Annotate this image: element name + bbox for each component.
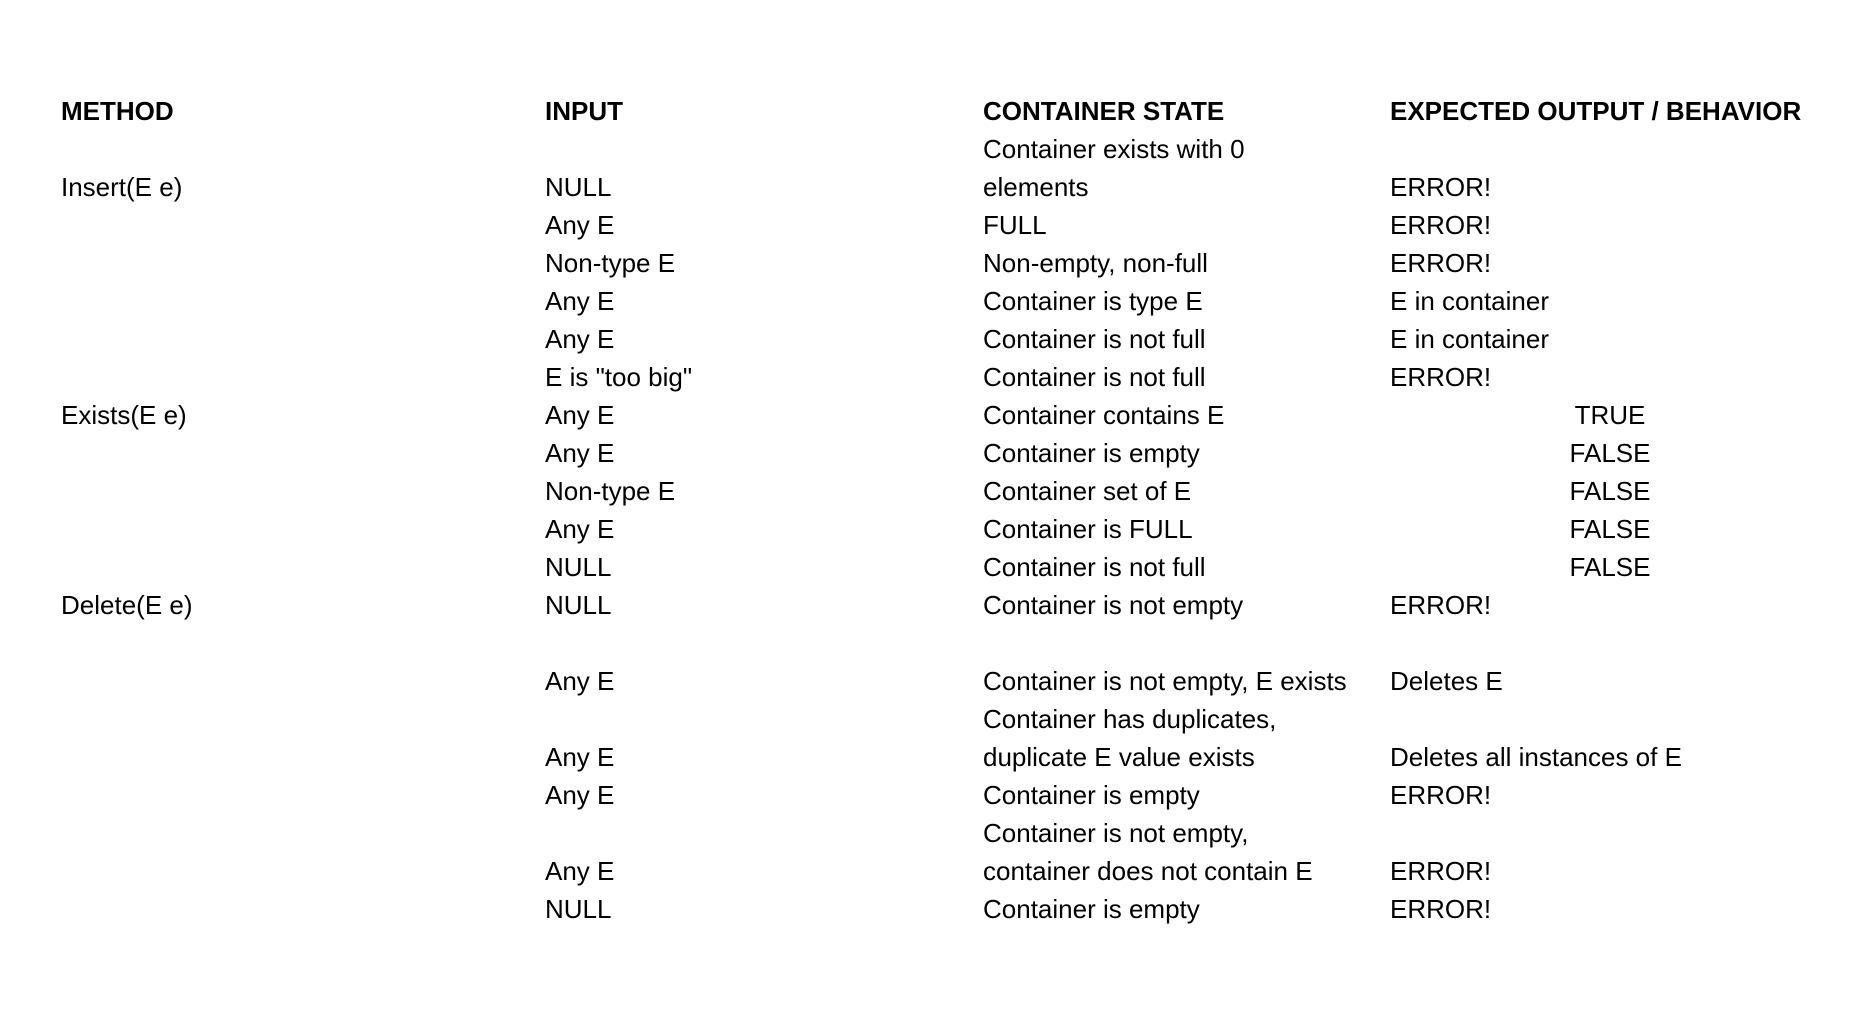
state-cell[interactable]: Container is empty [983,894,1200,924]
input-cell[interactable]: Any E [545,742,615,772]
input-cell[interactable]: Any E [545,666,615,696]
state-cell[interactable]: Container is empty [983,780,1200,810]
output-cell[interactable]: ERROR! [1390,210,1492,240]
state-cell[interactable]: Non-empty, non-full [983,248,1208,278]
table-row [0,358,1864,396]
output-cell[interactable]: ERROR! [1390,894,1492,924]
state-cell[interactable]: Container set of E [983,476,1192,506]
state-cell[interactable]: Container is FULL [983,514,1193,544]
state-cell-line2[interactable]: container does not contain E [983,856,1313,886]
state-cell[interactable]: Container is type E [983,286,1203,316]
state-cell[interactable]: Container contains E [983,400,1225,430]
header-container-state[interactable]: CONTAINER STATE [983,96,1225,126]
input-cell[interactable]: NULL [545,590,612,620]
table-row [0,776,1864,814]
input-cell[interactable]: NULL [545,172,612,202]
input-cell[interactable]: Non-type E [545,248,676,278]
table-row [0,396,1864,434]
input-cell[interactable]: Any E [545,438,615,468]
output-cell[interactable]: FALSE [1569,476,1651,506]
table-row [0,244,1864,282]
input-cell[interactable]: Any E [545,210,615,240]
output-cell[interactable]: ERROR! [1390,780,1492,810]
output-cell[interactable]: ERROR! [1390,362,1492,392]
output-cell[interactable]: ERROR! [1390,590,1492,620]
state-cell[interactable]: Container is empty [983,438,1200,468]
state-cell-line2[interactable]: duplicate E value exists [983,742,1255,772]
input-cell[interactable]: Any E [545,400,615,430]
state-cell[interactable]: Container is not full [983,324,1206,354]
input-cell[interactable]: NULL [545,552,612,582]
input-cell[interactable]: Non-type E [545,476,676,506]
table-row [0,206,1864,244]
method-cell[interactable]: Exists(E e) [61,400,187,430]
state-cell-line2[interactable]: elements [983,172,1089,202]
table-row [0,320,1864,358]
input-cell[interactable]: E is "too big" [545,362,693,392]
state-cell[interactable]: Container is not full [983,362,1206,392]
output-cell[interactable]: E in container [1390,324,1549,354]
output-cell[interactable]: TRUE [1574,400,1646,430]
output-cell[interactable]: FALSE [1569,552,1651,582]
table-row [0,548,1864,586]
state-cell-line1[interactable]: Container is not empty, [983,818,1249,848]
header-expected-output[interactable]: EXPECTED OUTPUT / BEHAVIOR [1390,96,1802,126]
state-cell-line1[interactable]: Container has duplicates, [983,704,1277,734]
input-cell[interactable]: Any E [545,514,615,544]
state-cell[interactable]: Container is not full [983,552,1206,582]
table-row [0,282,1864,320]
input-cell[interactable]: Any E [545,324,615,354]
table-row [0,134,1864,206]
state-cell-line1[interactable]: Container exists with 0 [983,134,1245,164]
output-cell[interactable]: E in container [1390,286,1549,316]
method-cell[interactable]: Insert(E e) [61,172,183,202]
method-cell[interactable]: Delete(E e) [61,590,193,620]
table-row [0,704,1864,776]
table-row [0,890,1864,928]
state-cell[interactable]: Container is not empty, E exists [983,666,1347,696]
state-cell[interactable]: Container is not empty [983,590,1244,620]
header-method[interactable]: METHOD [61,96,174,126]
input-cell[interactable]: Any E [545,856,615,886]
input-cell[interactable]: Any E [545,286,615,316]
table-row [0,510,1864,548]
output-cell[interactable]: ERROR! [1390,172,1492,202]
table-row [0,818,1864,890]
table-row [0,586,1864,624]
output-cell[interactable]: Deletes E [1390,666,1503,696]
input-cell[interactable]: Any E [545,780,615,810]
output-cell[interactable]: FALSE [1569,438,1651,468]
output-cell[interactable]: ERROR! [1390,248,1492,278]
output-cell[interactable]: Deletes all instances of E [1390,742,1682,772]
output-cell[interactable]: ERROR! [1390,856,1492,886]
table-row [0,662,1864,700]
table-row [0,472,1864,510]
output-cell[interactable]: FALSE [1569,514,1651,544]
header-input[interactable]: INPUT [545,96,623,126]
state-cell[interactable]: FULL [983,210,1047,240]
input-cell[interactable]: NULL [545,894,612,924]
header-row [0,92,1864,130]
table-row [0,434,1864,472]
